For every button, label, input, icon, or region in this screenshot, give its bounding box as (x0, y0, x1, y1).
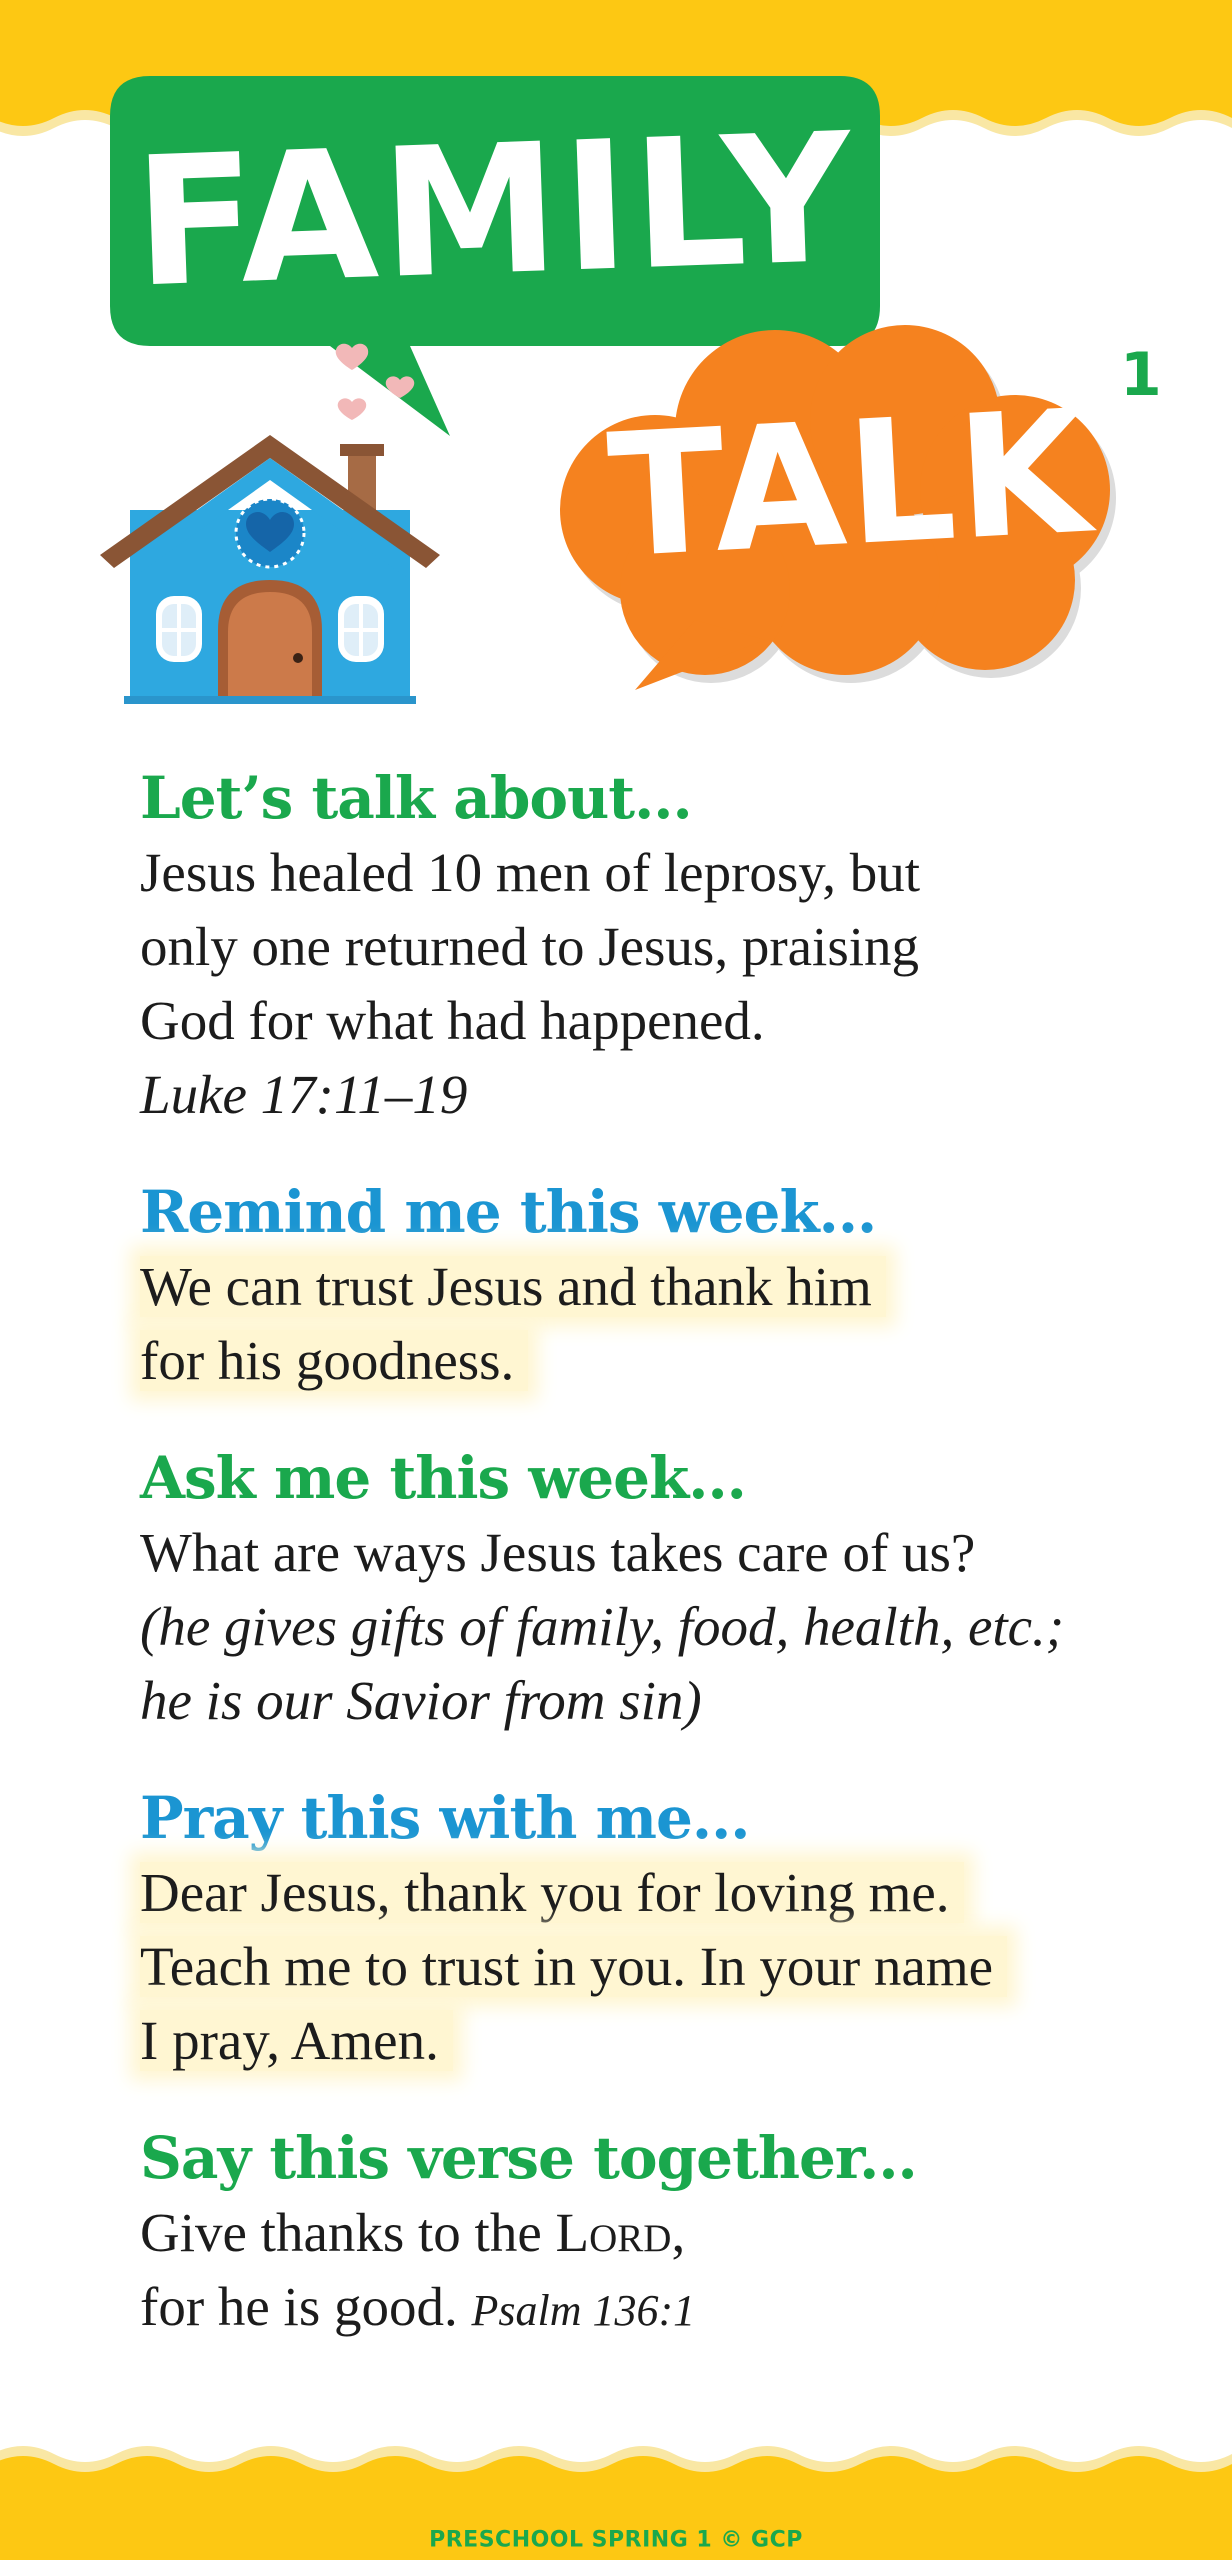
house-icon (90, 340, 450, 710)
verse-heading: Say this verse together... (140, 2124, 917, 2192)
verse-text-part: for he is good. (140, 2276, 458, 2337)
pray-section (140, 1780, 1140, 2078)
verse-text (140, 2196, 1140, 2348)
family-title: FAMILY (131, 93, 859, 327)
remind-section (140, 1174, 1140, 1398)
page-number: 1 (1120, 340, 1162, 410)
verse-citation: Psalm 136:1 (471, 2286, 696, 2335)
talk-about-text (140, 836, 1140, 1132)
remind-text (140, 1250, 1140, 1398)
highlighted-line: Teach me to trust in you. In your name (140, 1936, 1007, 1997)
main-content (140, 760, 1140, 2390)
footer-text: PRESCHOOL SPRING 1 © GCP (429, 2527, 803, 2553)
pray-heading: Pray this with me... (140, 1784, 750, 1852)
ask-heading: Ask me this week... (140, 1444, 746, 1512)
highlighted-line: I pray, Amen. (140, 2010, 453, 2071)
pray-text (140, 1856, 1140, 2078)
lord-word: Lord (555, 2202, 672, 2263)
ask-question: What are ways Jesus takes care of us? (140, 1522, 976, 1583)
text-line: only one returned to Jesus, praising (140, 916, 920, 977)
verse-section (140, 2120, 1140, 2348)
verse-line-1 (140, 2196, 1140, 2270)
ask-answer-line: (he gives gifts of family, food, health, etc.; (140, 1596, 1065, 1657)
talk-title: TALK (603, 373, 1097, 597)
text-line: Jesus healed 10 men of leprosy, but (140, 842, 921, 903)
text-line: God for what had happened. (140, 990, 765, 1051)
talk-about-heading: Let’s talk about... (140, 764, 692, 832)
highlighted-line: for his goodness. (140, 1330, 528, 1391)
ask-text (140, 1516, 1140, 1738)
highlighted-line: We can trust Jesus and thank him (140, 1256, 886, 1317)
verse-text-part: Give thanks to the (140, 2202, 556, 2263)
ask-answer-line: he is our Savior from sin) (140, 1670, 702, 1731)
scripture-citation: Luke 17:11–19 (140, 1064, 468, 1125)
remind-heading: Remind me this week... (140, 1178, 877, 1246)
verse-text-part: , (671, 2202, 686, 2263)
talk-about-section (140, 760, 1140, 1132)
highlighted-line: Dear Jesus, thank you for loving me. (140, 1862, 964, 1923)
ask-section (140, 1440, 1140, 1738)
verse-line-2 (140, 2270, 1140, 2348)
